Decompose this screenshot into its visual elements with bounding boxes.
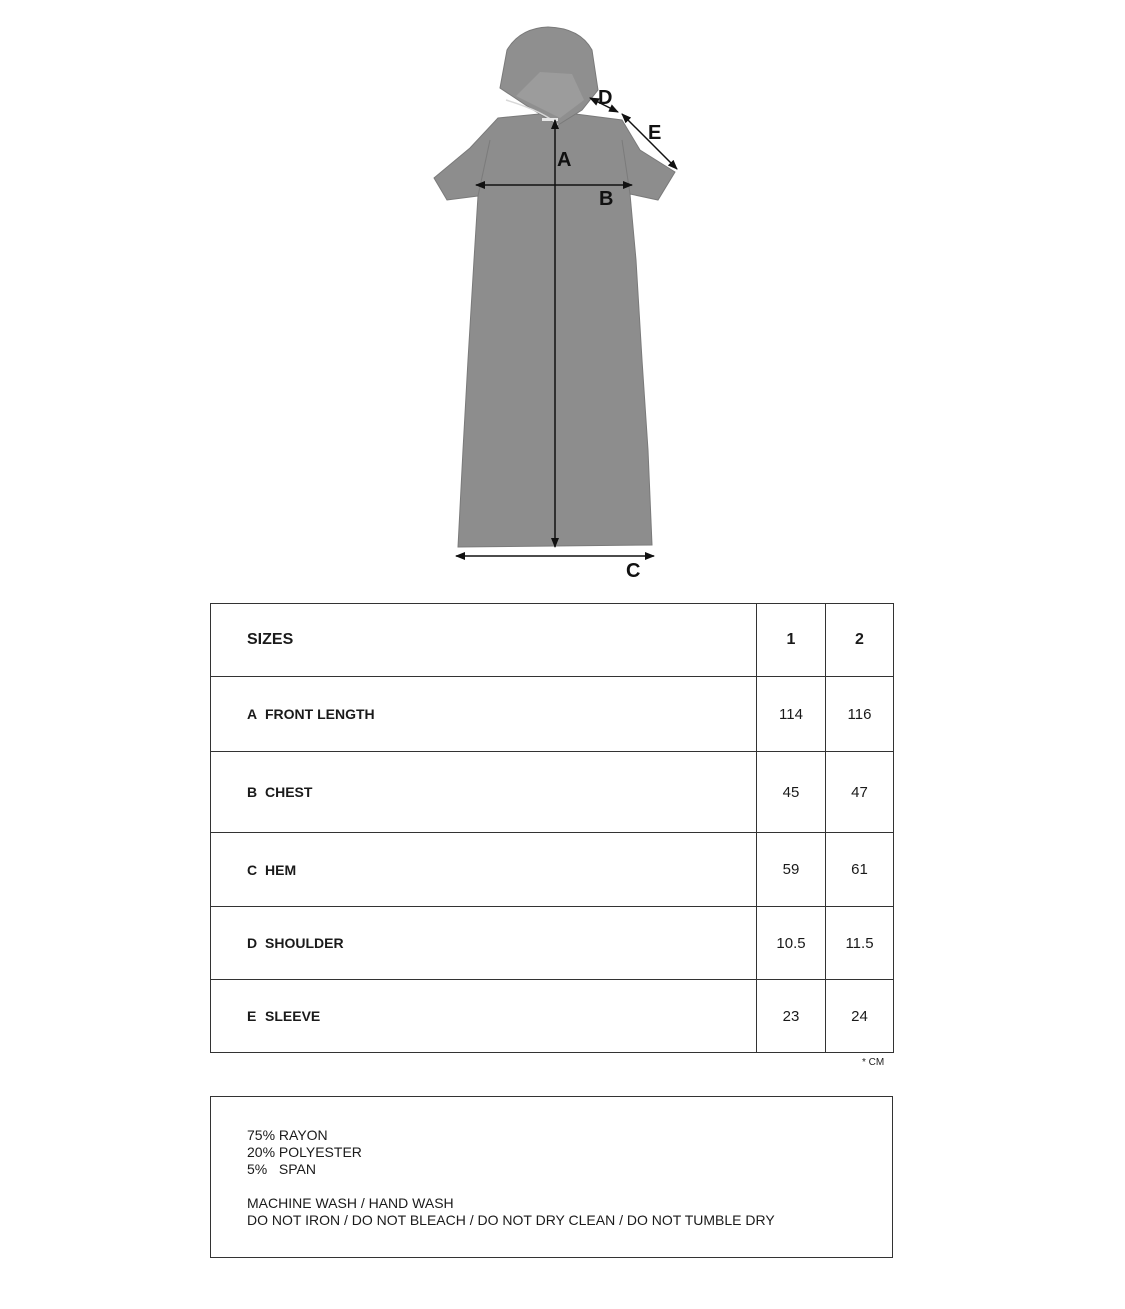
table-row xyxy=(211,980,894,1053)
spacer xyxy=(247,1178,775,1195)
hooded-dress-illustration xyxy=(0,0,1125,600)
care-instruction-line: DO NOT IRON / DO NOT BLEACH / DO NOT DRY CLEAN / DO NOT TUMBLE DRY xyxy=(247,1212,775,1228)
measurement-code: C xyxy=(247,861,258,878)
unit-note: * CM xyxy=(862,1057,885,1068)
measurement-code: E xyxy=(247,1008,257,1024)
measurement-code: D xyxy=(247,935,258,951)
table-row xyxy=(211,907,894,980)
measurement-label xyxy=(211,980,757,1053)
size-header-row xyxy=(211,604,894,677)
measurement-value: 24 xyxy=(826,980,894,1053)
measurement-name: SLEEVE xyxy=(265,1008,321,1024)
measurement-value: 10.5 xyxy=(757,907,826,980)
size-chart-table xyxy=(210,603,894,1053)
measurement-value: 45 xyxy=(757,752,826,833)
measurement-name: FRONT LENGTH xyxy=(265,706,375,722)
measurement-code: B xyxy=(247,784,258,800)
size-1-heading: 1 xyxy=(757,604,826,677)
care-instruction-line: MACHINE WASH / HAND WASH xyxy=(247,1195,454,1211)
sizes-heading: SIZES xyxy=(211,604,757,677)
table-row xyxy=(211,677,894,752)
table-row xyxy=(211,833,894,907)
measurement-value: 11.5 xyxy=(826,907,894,980)
composition-line: 75% RAYON xyxy=(247,1127,328,1143)
fabric-care-box xyxy=(210,1096,893,1258)
measurement-label xyxy=(211,752,757,833)
measurement-value: 114 xyxy=(757,677,826,752)
measurement-value: 23 xyxy=(757,980,826,1053)
size-2-heading: 2 xyxy=(826,604,894,677)
measure-label-b: B xyxy=(599,188,614,210)
measurement-code: A xyxy=(247,706,258,722)
measurement-label xyxy=(211,907,757,980)
measurement-name: CHEST xyxy=(265,784,313,800)
measurement-name: SHOULDER xyxy=(265,935,344,951)
measurement-value: 59 xyxy=(757,833,826,907)
measurement-name: HEM xyxy=(265,861,297,878)
measurement-value: 116 xyxy=(826,677,894,752)
measurement-value: 47 xyxy=(826,752,894,833)
measurement-label xyxy=(211,677,757,752)
composition-line: 5% SPAN xyxy=(247,1161,316,1177)
composition-line: 20% POLYESTER xyxy=(247,1144,362,1160)
measurement-label xyxy=(211,833,757,907)
measure-label-e: E xyxy=(648,122,662,144)
table-row xyxy=(211,752,894,833)
measure-label-c: C xyxy=(626,560,641,582)
care-text xyxy=(247,1127,775,1229)
measurement-value: 61 xyxy=(826,833,894,907)
measure-label-a: A xyxy=(557,149,572,171)
measure-label-d: D xyxy=(598,87,613,109)
